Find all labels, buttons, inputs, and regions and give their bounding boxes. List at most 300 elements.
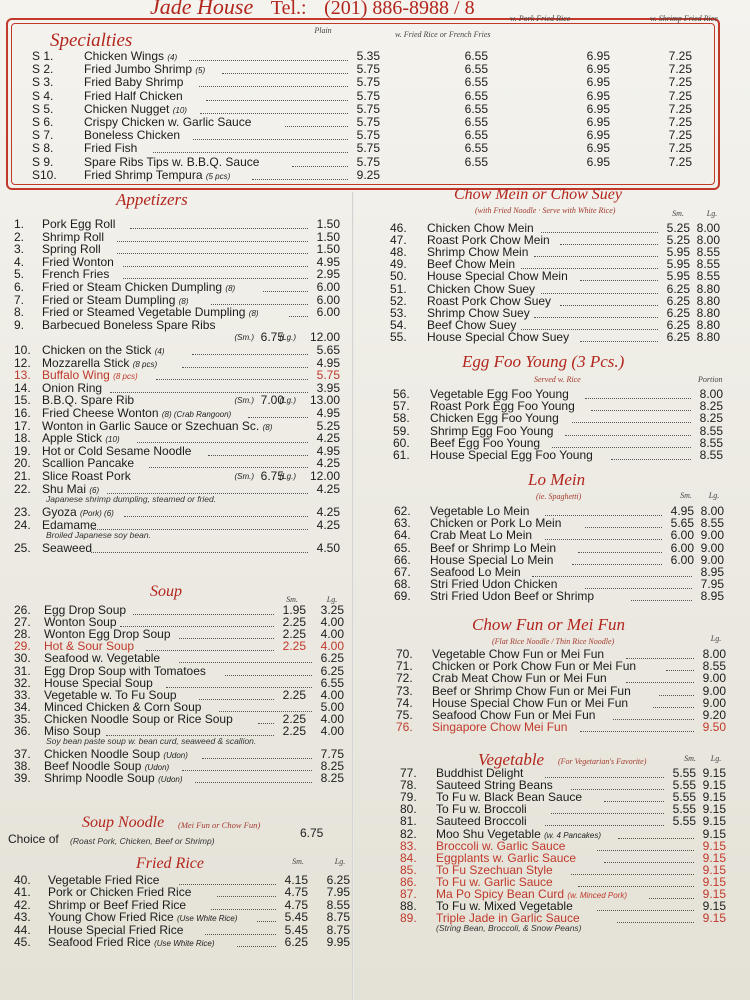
item-price: 4.25 [316, 481, 340, 496]
item-number: 24. [14, 517, 31, 532]
item-name-text: To Fu w. Mixed Vegetable [436, 899, 573, 914]
item-number: 78. [400, 778, 417, 793]
item-number: 57. [393, 399, 410, 414]
leader-dots [649, 898, 694, 899]
lo-mein-sm-header: Sm. [680, 491, 692, 500]
item-price: 6.95 [586, 115, 610, 129]
item-number: 84. [400, 850, 417, 865]
item-number: 14. [14, 380, 31, 395]
item-price: 2.25 [282, 639, 306, 654]
item-number: 47. [390, 233, 407, 248]
item-name-text: Chicken Wings [84, 49, 165, 63]
item-price: 8.95 [700, 589, 724, 604]
leader-dots [572, 422, 691, 423]
item-name-text: Wonton in Garlic Sauce or Szechuan Sc. [42, 418, 260, 433]
item-number: 88. [400, 899, 417, 914]
leader-dots [179, 638, 274, 639]
item-name-text: Seafood Chow Fun or Mei Fun [432, 708, 596, 722]
menu-item [32, 63, 692, 76]
item-number: 23. [14, 505, 31, 520]
item-name-text: Hot & Sour Soup [44, 639, 135, 654]
item-name-text: Fried or Steam Chicken Dumpling [42, 280, 223, 294]
leader-dots [133, 614, 274, 615]
item-price: 1.50 [316, 217, 340, 231]
item-price: 8.55 [699, 435, 723, 450]
item-number: 81. [400, 814, 417, 829]
item-name-text: Barbecued Boneless Spare Ribs [42, 317, 216, 332]
item-price: 6.00 [670, 552, 694, 567]
item-number: 55. [390, 329, 407, 344]
item-name-text: Young Chow Fried Rice [48, 910, 174, 925]
item-price: 4.00 [320, 627, 344, 642]
item-name-text: Spring Roll [42, 242, 101, 257]
fried-rice-sm-header: Sm. [292, 857, 304, 866]
leader-dots [591, 410, 691, 411]
item-note: (Udon) [158, 775, 183, 785]
item-number: 5. [14, 267, 25, 282]
sm-label: (Sm.) [234, 333, 254, 343]
leader-dots [611, 459, 691, 460]
chow-mein-sm-header: Sm. [672, 209, 684, 218]
item-price: 5.75 [356, 75, 380, 90]
item-number: S10. [32, 167, 57, 182]
item-name-text: Triple Jade in Garlic Sauce [436, 911, 580, 926]
item-price: 5.95 [666, 245, 690, 260]
item-number: 41. [14, 885, 31, 900]
item-price: 8.55 [699, 448, 723, 462]
leader-dots [200, 113, 348, 114]
item-number: 52. [390, 293, 407, 308]
item-name-text: Beef Chow Mein [427, 257, 516, 272]
item-price: 9.25 [356, 167, 380, 182]
item-note: (4) [154, 347, 165, 356]
item-price: 3.95 [316, 380, 340, 395]
restaurant-name: Jade House [150, 0, 254, 19]
item-price: 9.15 [702, 862, 726, 877]
item-price: 9.50 [702, 720, 726, 735]
item-number: 31. [14, 663, 31, 678]
item-number: 37. [14, 747, 31, 762]
item-number: 53. [390, 305, 407, 320]
item-price: 6.95 [586, 49, 610, 63]
item-price: 8.55 [696, 257, 720, 272]
item-note: (5) [195, 66, 206, 76]
item-name-text: Beef Noodle Soup [44, 759, 142, 774]
item-number: 67. [394, 565, 411, 579]
leader-dots [208, 455, 309, 456]
item-price: 7.25 [668, 128, 692, 143]
item-number: 40. [14, 873, 31, 887]
column-divider [352, 192, 354, 1000]
item-price: 9.15 [702, 899, 726, 914]
item-name-text: Shrimp Chow Suey [427, 305, 530, 320]
item-number: 46. [390, 221, 407, 235]
item-price: 4.15 [284, 873, 308, 887]
item-number: 34. [14, 699, 31, 714]
item-price: 6.55 [464, 101, 488, 116]
item-price: 6.25 [666, 329, 690, 344]
item-price: 6.00 [316, 305, 340, 320]
item-name-text: Slice Roast Pork [42, 469, 131, 483]
item-name-text: Shrimp Egg Foo Young [430, 423, 554, 438]
item-note: (10) [172, 105, 187, 115]
item-number: 74. [396, 695, 413, 710]
item-name-text: Chicken or Pork Lo Mein [430, 516, 562, 531]
item-price: 5.75 [356, 62, 380, 77]
item-price: 8.75 [326, 910, 350, 925]
leader-dots [659, 695, 694, 696]
item-number: 66. [394, 552, 411, 567]
item-price: 9.15 [702, 826, 726, 841]
item-price: 2.95 [316, 267, 340, 282]
soup-noodle-price: 6.75 [300, 826, 324, 840]
item-name-text: Pork Egg Roll [42, 217, 116, 231]
item-price: 7.25 [668, 75, 692, 90]
item-price: 7.25 [668, 154, 692, 169]
item-number: 86. [400, 874, 417, 889]
leader-dots [580, 341, 659, 342]
menu-item [32, 76, 692, 89]
item-price: 5.25 [316, 418, 340, 433]
leader-dots [626, 682, 694, 683]
menu-item [32, 156, 692, 169]
leader-dots [193, 139, 348, 140]
item-price: 5.25 [666, 221, 690, 235]
item-price: 4.95 [670, 504, 694, 518]
item-price: 5.95 [666, 269, 690, 284]
leader-dots [653, 707, 694, 708]
item-price: 9.15 [702, 874, 726, 889]
menu-item [14, 319, 340, 332]
item-price: 8.00 [696, 221, 720, 235]
leader-dots [572, 564, 662, 565]
item-name-text: Stri Fried Udon Chicken [430, 577, 558, 592]
item-price: 9.00 [700, 528, 724, 543]
menu-item [32, 103, 692, 116]
item-name-text: Fried or Steamed Vegetable Dumpling [42, 305, 246, 320]
item-price: 9.15 [702, 778, 726, 793]
item-price: 2.25 [282, 627, 306, 642]
item-description: Japanese shrimp dumpling, steamed or fried. [46, 494, 217, 505]
item-number: 72. [396, 671, 413, 686]
item-name-text: Beef Egg Foo Young [430, 435, 541, 450]
item-name-text: B.B.Q. Spare Rib [42, 393, 135, 408]
item-name-text: Ma Po Spicy Bean Curd [436, 887, 565, 901]
item-price: 9.00 [700, 540, 724, 555]
tel-label: Tel.: [270, 0, 307, 19]
item-name-text: Roast Pork Chow Mein [427, 233, 550, 248]
leader-dots [123, 266, 308, 267]
item-price: 2.25 [282, 724, 306, 738]
item-price: 6.00 [316, 292, 340, 307]
item-name-text: Seafood Lo Mein [430, 565, 521, 579]
menu-item [14, 542, 340, 555]
item-price: 6.00 [670, 528, 694, 543]
item-name-text: Chicken Noodle Soup [44, 747, 161, 762]
item-name-text: Boneless Chicken [84, 128, 181, 143]
item-name-text: Edamame [42, 517, 97, 532]
item-price: 8.25 [699, 411, 723, 426]
item-note: (Udon) [163, 751, 188, 761]
item-name-text: Egg Drop Soup [44, 603, 127, 617]
item-number: 39. [14, 771, 31, 786]
item-price: 7.25 [668, 101, 692, 116]
item-name [432, 721, 567, 734]
soup-noodle-choice-label: Choice of [8, 832, 59, 846]
item-number: 30. [14, 651, 31, 666]
item-number: 4. [14, 254, 25, 269]
item-note: (w. Minced Pork) [567, 891, 627, 900]
vegetable-subtitle: (For Vegetarian's Favorite) [558, 757, 647, 766]
item-note: (Pork) (6) [80, 509, 114, 519]
item-name-text: Chicken on the Stick [42, 343, 152, 357]
item-number: 62. [394, 504, 411, 518]
leader-dots [117, 253, 309, 254]
egg-foo-young-title: Egg Foo Young (3 Pcs.) [462, 352, 625, 371]
lg-label: (Lg.) [279, 396, 296, 406]
item-number: 89. [400, 911, 417, 926]
item-number: 60. [393, 435, 410, 450]
leader-dots [195, 782, 312, 783]
item-name-text: Stri Fried Udon Beef or Shrimp [430, 589, 595, 604]
item-name-text: Fried Shrimp Tempura [84, 167, 203, 182]
item-price: 7.25 [668, 115, 692, 129]
leader-dots [578, 552, 662, 553]
item-note: (6) [89, 485, 100, 495]
item-price: 6.95 [586, 128, 610, 143]
item-price: 5.25 [666, 233, 690, 248]
item-name-text: House Special Chow Fun or Mei Fun [432, 695, 629, 710]
item-price: 8.00 [699, 387, 723, 401]
leader-dots [237, 946, 276, 947]
item-price: 4.95 [316, 254, 340, 269]
item-name-text: Vegetable w. To Fu Soup [44, 687, 177, 702]
item-note: (8) [225, 284, 236, 293]
leader-dots [153, 152, 348, 153]
item-price: 9.15 [702, 814, 726, 829]
item-name-text: Crab Meat Chow Fun or Mei Fun [432, 671, 607, 686]
item-number: 75. [396, 708, 413, 722]
item-note: (8) [178, 296, 189, 306]
item-name-text: To Fu w. Garlic Sauce [436, 874, 553, 889]
leader-dots [199, 86, 348, 87]
leader-dots [117, 241, 309, 242]
item-note: (Udon) [144, 763, 170, 773]
item-number: 59. [393, 423, 410, 438]
item-name-text: Fried Cheese Wonton [42, 406, 159, 420]
item-number: 76. [396, 720, 413, 735]
leader-dots [252, 179, 348, 180]
item-name [84, 156, 259, 169]
leader-dots [225, 675, 312, 676]
item-number: 18. [14, 431, 31, 446]
item-name-text: To Fu w. Broccoli [436, 802, 527, 817]
item-number: S 8. [32, 141, 54, 156]
item-number: S 7. [32, 128, 54, 143]
item-number: 80. [400, 802, 417, 817]
item-name [84, 116, 251, 129]
item-number: 42. [14, 897, 31, 912]
vegetable-sm-header: Sm. [684, 754, 696, 763]
item-price: 8.80 [696, 281, 720, 296]
menu-item [32, 50, 692, 63]
item-name-text: Minced Chicken & Corn Soup [44, 699, 202, 714]
item-name-text: Vegetable Egg Foo Young [430, 387, 569, 401]
item-number: S 9. [32, 154, 54, 169]
item-price: 5.75 [356, 88, 380, 103]
item-name-text: To Fu Szechuan Style [436, 862, 553, 877]
item-price: 9.15 [702, 887, 726, 901]
item-number: 22. [14, 481, 31, 496]
item-name-text: House Special Egg Foo Young [430, 448, 593, 462]
leader-dots [222, 73, 348, 74]
item-name-text: Seafood Fried Rice [48, 935, 151, 949]
item-price: 8.00 [700, 504, 724, 518]
item-number: 73. [396, 683, 413, 698]
menu-item [32, 142, 692, 155]
item-price: 8.55 [696, 269, 720, 284]
item-price: 4.95 [316, 406, 340, 420]
leader-dots [571, 789, 664, 790]
item-number: S 6. [32, 115, 54, 129]
item-name-text: Shu Mai [42, 481, 87, 496]
item-name-text: Mozzarella Stick [42, 355, 130, 370]
item-price: 6.25 [320, 663, 344, 678]
leader-dots [545, 777, 664, 778]
item-price: 5.75 [356, 128, 380, 143]
vegetable-lg-header: Lg. [710, 754, 722, 763]
item-description: Broiled Japanese soy bean. [46, 530, 151, 541]
item-price: 8.25 [320, 771, 344, 786]
item-price: 4.00 [320, 711, 344, 726]
leader-dots [541, 293, 659, 294]
item-number: 26. [14, 603, 31, 617]
item-name-text: Pork or Chicken Fried Rice [48, 885, 192, 900]
item-note: (Use White Rice) [154, 939, 215, 948]
item-number: 69. [394, 589, 411, 604]
item-price: 5.45 [284, 910, 308, 925]
item-price: 6.55 [464, 128, 488, 143]
item-price: 8.75 [326, 922, 350, 937]
lo-mein-subtitle: (ie. Spaghetti) [536, 492, 582, 501]
item-price: 6.25 [666, 281, 690, 296]
leader-dots [571, 874, 694, 875]
item-price: 5.55 [672, 814, 696, 829]
item-number: 49. [390, 257, 407, 272]
item-name-text: Eggplants w. Garlic Sauce [436, 850, 577, 865]
soup-title: Soup [150, 583, 182, 600]
item-name-text: House Special Soup [44, 675, 153, 690]
item-number: 54. [390, 317, 407, 332]
item-name [84, 76, 183, 89]
item-name-text: Egg Drop Soup with Tomatoes [44, 663, 206, 678]
item-price: 8.80 [696, 317, 720, 332]
item-number: 35. [14, 711, 31, 726]
item-price: 3.25 [320, 603, 344, 617]
item-price: 7.25 [668, 88, 692, 103]
item-price: 5.75 [356, 101, 380, 116]
item-price: 13.00 [309, 393, 340, 408]
egg-foo-young-subtitle: Served w. Rice [534, 375, 581, 384]
sm-label: (Sm.) [234, 396, 254, 406]
item-number: 13. [14, 368, 31, 383]
item-price: 5.75 [356, 115, 380, 129]
item-price: 8.55 [326, 897, 350, 912]
item-name-text: Chicken Chow Mein [427, 221, 534, 235]
item-price: 2.25 [282, 615, 306, 630]
item-name [84, 129, 180, 142]
leader-dots [545, 539, 662, 540]
leader-dots [578, 886, 694, 887]
lo-mein-lg-header: Lg. [708, 491, 720, 500]
item-price: 1.50 [316, 242, 340, 257]
item-note: (8) [262, 422, 273, 432]
item-name-text: Wonton Soup [44, 615, 117, 630]
item-number: 19. [14, 443, 31, 458]
item-price: 6.25 [666, 317, 690, 332]
item-name-text: Moo Shu Vegetable [436, 826, 541, 841]
item-price: 7.25 [668, 49, 692, 63]
leader-dots [560, 244, 658, 245]
item-number: S 3. [32, 75, 54, 90]
item-number: 77. [400, 766, 417, 780]
item-number: 50. [390, 269, 407, 284]
item-price: 6.55 [464, 49, 488, 63]
col-header-shrimp-fried-rice: w. Shrimp Fried Rice [650, 14, 718, 23]
item-number: 1. [14, 217, 25, 231]
item-name-text: Apple Stick [42, 431, 103, 446]
item-name-text: Roast Pork Egg Foo Young [430, 399, 575, 414]
item-price: 6.00 [670, 540, 694, 555]
item-name-text: Fried Jumbo Shrimp [84, 62, 193, 77]
item-name [430, 590, 594, 603]
item-price: 4.25 [316, 517, 340, 532]
menu-item [14, 936, 350, 949]
leader-dots [217, 896, 276, 897]
leader-dots [179, 884, 276, 885]
item-name-text: Sauteed String Beans [436, 778, 553, 793]
leader-dots [285, 126, 348, 127]
item-name-text: Wonton Egg Drop Soup [44, 627, 171, 642]
item-price: 6.25 [284, 935, 308, 949]
item-name-text: Fried Half Chicken [84, 88, 183, 103]
leader-dots [202, 758, 312, 759]
item-name-text: Vegetable Chow Fun or Mei Fun [432, 647, 605, 661]
item-description: Soy bean paste soup w. bean curd, seaweed & scallion. [46, 736, 257, 747]
item-price: 4.00 [320, 615, 344, 630]
item-price: 4.50 [316, 541, 340, 556]
leader-dots [258, 723, 274, 724]
item-price: 5.65 [316, 343, 340, 357]
item-name-text: Chicken Nugget [84, 101, 170, 116]
item-price: 6.95 [586, 75, 610, 90]
leader-dots [534, 317, 658, 318]
item-name [84, 169, 230, 183]
item-price: 5.55 [672, 766, 696, 780]
item-number: 25. [14, 541, 31, 556]
item-price: 6.00 [316, 280, 340, 294]
item-price: 7.25 [668, 141, 692, 156]
item-price: 6.55 [464, 141, 488, 156]
item-name-text: Shrimp or Beef Fried Rice [48, 897, 187, 912]
item-price: 2.25 [282, 711, 306, 726]
item-price: 6.25 [666, 293, 690, 308]
leader-dots [289, 316, 308, 317]
item-name [44, 772, 183, 786]
item-note: (5 pcs) [205, 171, 231, 181]
chow-mein-title: Chow Mein or Chow Suey [454, 186, 622, 203]
item-number: 63. [394, 516, 411, 531]
